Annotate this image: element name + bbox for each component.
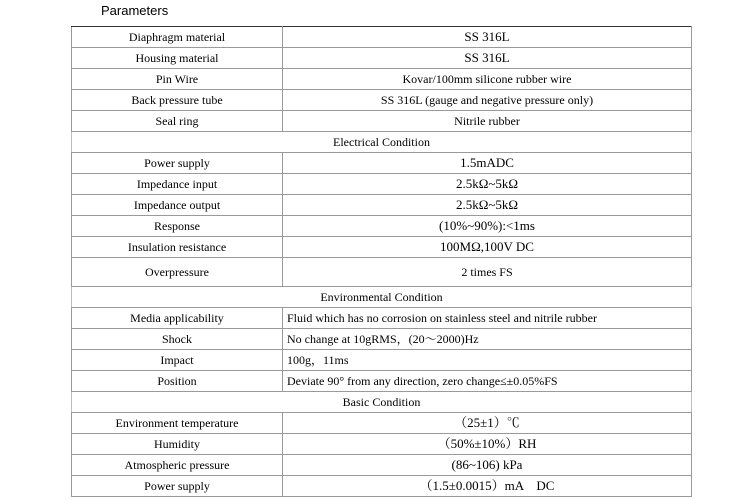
parameter-value: 2.5kΩ~5kΩ bbox=[283, 174, 692, 195]
table-row bbox=[72, 153, 692, 174]
parameter-value: No change at 10gRMS，(20～2000)Hz bbox=[283, 329, 692, 350]
table-row bbox=[72, 195, 692, 216]
parameter-label: Back pressure tube bbox=[72, 90, 283, 111]
section-title: Basic Condition bbox=[72, 392, 692, 413]
table-row bbox=[72, 350, 692, 371]
parameter-label: Position bbox=[72, 371, 283, 392]
section-row bbox=[72, 287, 692, 308]
parameter-label: Overpressure bbox=[72, 258, 283, 287]
table-row bbox=[72, 455, 692, 476]
parameter-label: Impact bbox=[72, 350, 283, 371]
table-row bbox=[72, 413, 692, 434]
parameter-label: Pin Wire bbox=[72, 69, 283, 90]
parameter-label: Power supply bbox=[72, 153, 283, 174]
parameter-value: Fluid which has no corrosion on stainless steel and nitrile rubber bbox=[283, 308, 692, 329]
section-row bbox=[72, 132, 692, 153]
table-row bbox=[72, 434, 692, 455]
table-row bbox=[72, 329, 692, 350]
section-title: Environmental Condition bbox=[72, 287, 692, 308]
parameter-label: Power supply bbox=[72, 476, 283, 497]
parameter-value: （50%±10%）RH bbox=[283, 434, 692, 455]
table-row bbox=[72, 308, 692, 329]
parameter-value: （1.5±0.0015）mA DC bbox=[283, 476, 692, 497]
table-row bbox=[72, 476, 692, 497]
parameters-table bbox=[71, 26, 692, 497]
parameter-label: Insulation resistance bbox=[72, 237, 283, 258]
table-row bbox=[72, 69, 692, 90]
parameter-value: (10%~90%):<1ms bbox=[283, 216, 692, 237]
parameter-value: （25±1）℃ bbox=[283, 413, 692, 434]
parameter-value: 100g，11ms bbox=[283, 350, 692, 371]
parameter-value: SS 316L bbox=[283, 48, 692, 69]
table-row bbox=[72, 90, 692, 111]
parameter-label: Impedance output bbox=[72, 195, 283, 216]
parameter-value: (86~106) kPa bbox=[283, 455, 692, 476]
section-row bbox=[72, 392, 692, 413]
parameter-label: Diaphragm material bbox=[72, 27, 283, 48]
parameter-label: Response bbox=[72, 216, 283, 237]
parameter-label: Media applicability bbox=[72, 308, 283, 329]
table-row bbox=[72, 216, 692, 237]
parameter-label: Housing material bbox=[72, 48, 283, 69]
table-row bbox=[72, 27, 692, 48]
parameter-label: Atmospheric pressure bbox=[72, 455, 283, 476]
parameters-heading: Parameters bbox=[101, 3, 169, 18]
parameter-value: 2 times FS bbox=[283, 258, 692, 287]
parameter-label: Humidity bbox=[72, 434, 283, 455]
parameter-value: 100MΩ,100V DC bbox=[283, 237, 692, 258]
table-row bbox=[72, 371, 692, 392]
parameter-label: Environment temperature bbox=[72, 413, 283, 434]
table-row bbox=[72, 174, 692, 195]
table-row bbox=[72, 111, 692, 132]
parameter-label: Impedance input bbox=[72, 174, 283, 195]
parameter-value: 1.5mADC bbox=[283, 153, 692, 174]
parameters-table-body bbox=[72, 27, 692, 497]
parameter-value: 2.5kΩ~5kΩ bbox=[283, 195, 692, 216]
section-title: Electrical Condition bbox=[72, 132, 692, 153]
parameter-value: Nitrile rubber bbox=[283, 111, 692, 132]
table-row bbox=[72, 258, 692, 287]
parameter-value: SS 316L (gauge and negative pressure only) bbox=[283, 90, 692, 111]
table-row bbox=[72, 48, 692, 69]
parameter-value: Kovar/100mm silicone rubber wire bbox=[283, 69, 692, 90]
table-row bbox=[72, 237, 692, 258]
parameter-value: Deviate 90° from any direction, zero change≤±0.05%FS bbox=[283, 371, 692, 392]
parameter-label: Shock bbox=[72, 329, 283, 350]
parameter-value: SS 316L bbox=[283, 27, 692, 48]
parameter-label: Seal ring bbox=[72, 111, 283, 132]
